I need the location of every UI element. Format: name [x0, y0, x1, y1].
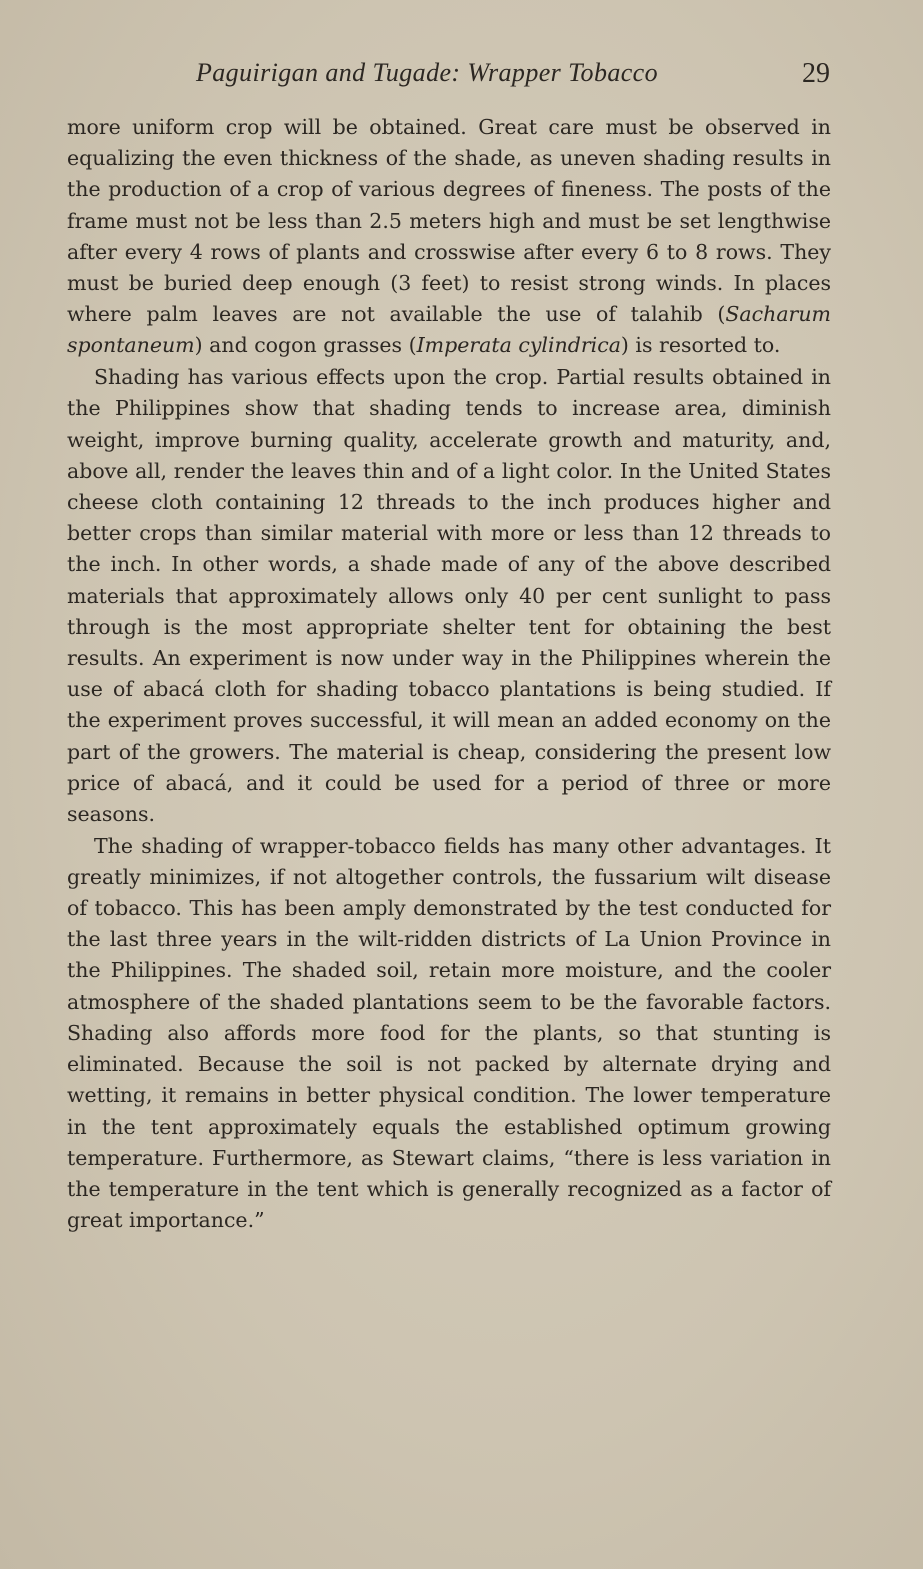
page-number: 29 — [802, 58, 830, 89]
paragraph-shading-effects: Shading has various effects upon the crop. Partial results obtained in the Philippines show that shading tends to increase area, diminish weight, improve burning quality, accelerate growth and maturity, and, above all, render the leaves thin and of a light color. In the United States cheese cloth containing 12 threads to the inch produces higher and better crops than similar material with more or less than 12 threads to the inch. In other words, a shade made of any of the above described materials that approximately allows only 40 per cent sunlight to pass through is the most appropriate shelter tent for obtaining the best results. An experiment is now under way in the Philippines wherein the use of abacá cloth for shading tobacco plantations is being studied. If the experiment proves successful, it will mean an added economy on the part of the growers. The material is cheap, considering the present low price of abacá, and it could be used for a period of three or more seasons. — [67, 365, 831, 826]
body-text — [67, 112, 831, 1236]
paragraph-text: ) and cogon grasses ( — [194, 333, 417, 358]
paragraph-text: more uniform crop will be obtained. Great care must be observed in equalizing the even thickness of the shade, as uneven shading results in the production of a crop of various degrees of fineness. The posts of the frame must not be less than 2.5 meters high and must be set lengthwise after every 4 rows of plants and crosswise after every 6 to 8 rows. They must be buried deep enough (3 feet) to resist strong winds. In places where palm leaves are not available the use of talahib ( — [67, 115, 831, 327]
running-head — [196, 58, 836, 98]
paragraph-shading-advantages: The shading of wrapper-tobacco fields has many other advantages. It greatly minimizes, if not altogether controls, the fussarium wilt disease of tobacco. This has been amply demonstrated by the test conducted for the last three years in the wilt-ridden districts of La Union Province in the Philippines. The shaded soil, retain more moisture, and the cooler atmosphere of the shaded plantations seem to be the favorable factors. Shading also affords more food for the plants, so that stunting is eliminated. Because the soil is not packed by alternate drying and wetting, it remains in better physical condition. The lower temperature in the tent approximately equals the established optimum growing temperature. Furthermore, as Stewart claims, “there is less variation in the temperature in the tent which is generally recognized as a factor of great importance.” — [67, 833, 831, 1233]
species-name: Sacharum spontaneum — [67, 302, 831, 358]
paragraph-continued — [67, 112, 831, 362]
paragraph-text: ) is resorted to. — [620, 333, 781, 358]
running-title: Paguirigan and Tugade: Wrapper Tobacco — [196, 58, 659, 87]
species-name: Imperata cylindrica — [416, 333, 621, 358]
